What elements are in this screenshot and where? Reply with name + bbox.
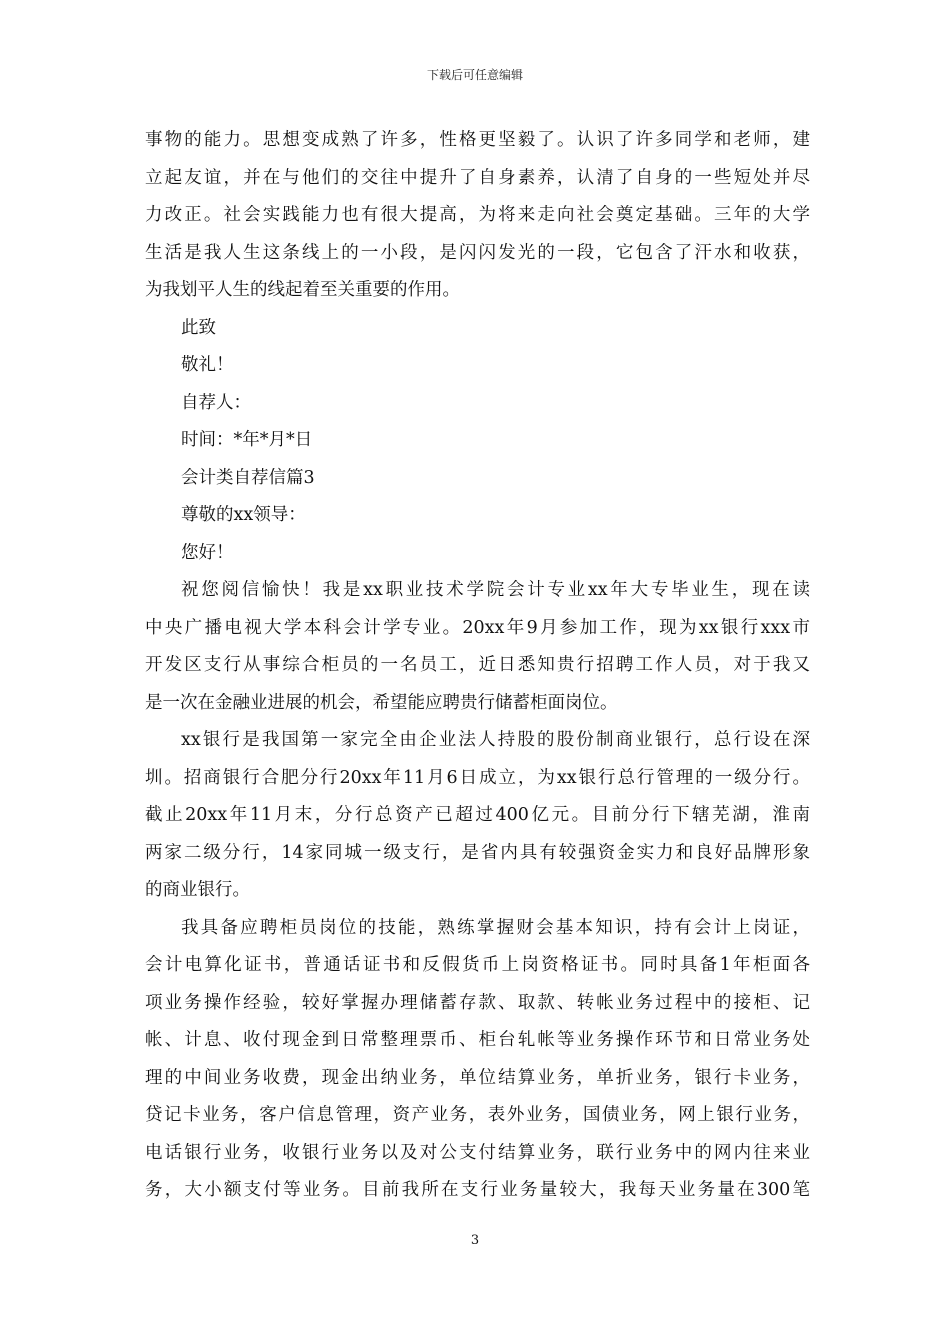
text-line: 项业务操作经验，较好掌握办理储蓄存款、取款、转帐业务过程中的接柜、记 (145, 992, 810, 1013)
text-line: 尊敬的xx领导： (181, 505, 306, 525)
text-line: 务，大小额支付等业务。目前我所在支行业务量较大，我每天业务量在300笔 (145, 1180, 810, 1200)
page-number: 3 (470, 1233, 480, 1248)
text-line: 理的中间业务收费，现金出纳业务，单位结算业务，单折业务，银行卡业务， (145, 1067, 810, 1088)
document-body (145, 122, 810, 1210)
text-line: 开发区支行从事综合柜员的一名员工，近日悉知贵行招聘工作人员，对于我又 (145, 655, 810, 675)
text-line: 自荐人： (181, 392, 251, 413)
text-line: 祝您阅信愉快！我是xx职业技术学院会计专业xx年大专毕业生，现在读 (181, 580, 810, 600)
text-line: 时间：*年*月*日 (181, 430, 313, 450)
text-line: 此致 (181, 317, 216, 338)
text-line: 会计电算化证书，普通话证书和反假货币上岗资格证书。同时具备1年柜面各 (145, 955, 810, 975)
text-line: 是一次在金融业进展的机会，希望能应聘贵行储蓄柜面岗位。 (145, 692, 618, 713)
text-line: 为我划平人生的线起着至关重要的作用。 (145, 280, 460, 300)
text-line: 我具备应聘柜员岗位的技能，熟练掌握财会基本知识，持有会计上岗证， (181, 917, 810, 938)
text-line: 圳。招商银行合肥分行20xx年11月6日成立，为xx银行总行管理的一级分行。 (145, 767, 810, 788)
text-line: 截止20xx年11月末，分行总资产已超过400亿元。目前分行下辖芜湖，淮南 (145, 805, 810, 825)
text-line: 敬礼！ (181, 355, 234, 375)
page-header: 下载后可任意编辑 (426, 68, 523, 82)
text-line: 立起友谊，并在与他们的交往中提升了自身素养，认清了自身的一些短处并尽 (145, 167, 810, 188)
text-line: 您好！ (181, 542, 234, 563)
text-line: 中央广播电视大学本科会计学专业。20xx年9月参加工作，现为xx银行xxx市 (145, 617, 810, 638)
text-line: 电话银行业务，收银行业务以及对公支付结算业务，联行业务中的网内往来业 (145, 1142, 810, 1163)
text-line: 两家二级分行，14家同城一级支行，是省内具有较强资金实力和良好品牌形象 (145, 842, 810, 863)
text-line: 贷记卡业务，客户信息管理，资产业务，表外业务，国债业务，网上银行业务， (145, 1105, 810, 1125)
text-line: 事物的能力。思想变成熟了许多，性格更坚毅了。认识了许多同学和老师，建 (145, 130, 810, 150)
text-line: 力改正。社会实践能力也有很大提高，为将来走向社会奠定基础。三年的大学 (145, 205, 810, 225)
text-line: 帐、计息、收付现金到日常整理票币、柜台轧帐等业务操作环节和日常业务处 (145, 1030, 810, 1050)
text-line: 会计类自荐信篇3 (181, 467, 315, 488)
text-line: xx银行是我国第一家完全由企业法人持股的股份制商业银行，总行设在深 (181, 730, 810, 750)
text-line: 的商业银行。 (145, 880, 250, 900)
text-line: 生活是我人生这条线上的一小段，是闪闪发光的一段，它包含了汗水和收获， (145, 242, 810, 263)
